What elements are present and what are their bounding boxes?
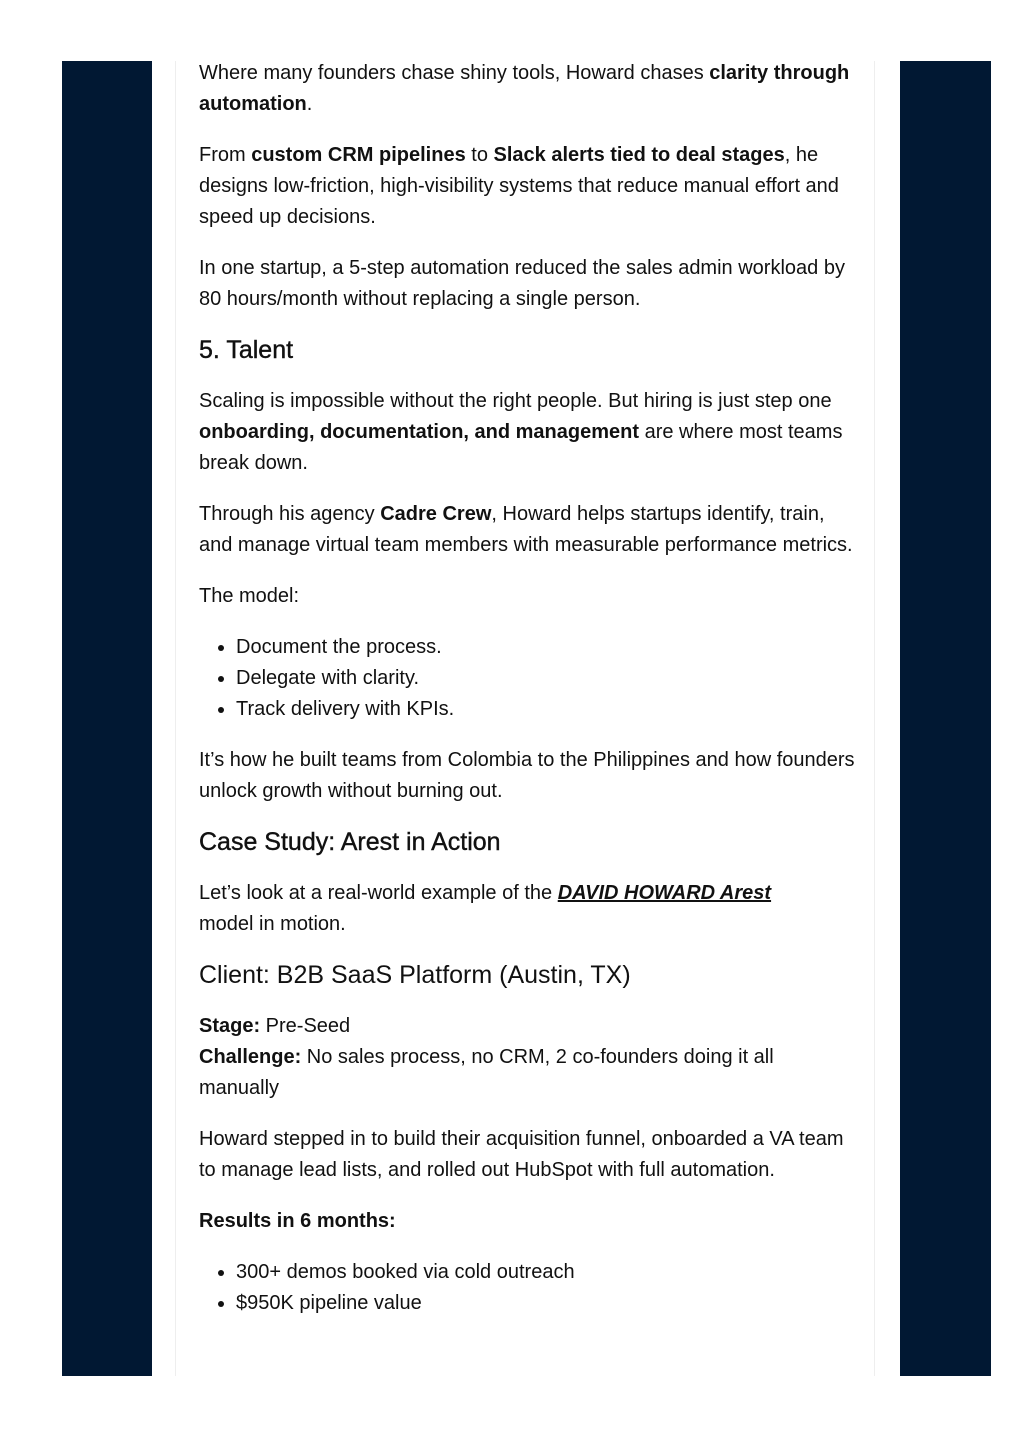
stage-label: Stage: [199,1015,261,1037]
bold-slack-alerts: Slack alerts tied to deal stages [493,144,785,166]
bold-cadre-crew: Cadre Crew [380,503,492,525]
bold-onboarding-documentation-management: onboarding, documentation, and management [199,421,640,443]
challenge-label: Challenge: [199,1046,302,1068]
intro-paragraph-2: From custom CRM pipelines to Slack alerts tied to deal stages, he designs low-friction, high-visibility systems that reduce manual effort and speed up decisions. [199,144,839,228]
client-heading: Client: B2B SaaS Platform (Austin, TX) [199,961,631,989]
talent-paragraph-3: It’s how he built teams from Colombia to the Philippines and how founders unlock growth without burning out. [199,749,855,802]
left-sidebar-band [62,61,152,1376]
list-item: • Delegate with clarity. [236,663,859,694]
right-sidebar-band [900,61,991,1376]
talent-heading: 5. Talent [199,336,294,364]
stage-challenge-block [199,1011,859,1104]
model-list [199,632,859,725]
talent-paragraph-2: Through his agency Cadre Crew, Howard helps startups identify, train, and manage virtual team members with measurable performance metrics. [199,503,853,556]
talent-paragraph-1: Scaling is impossible without the right people. But hiring is just step one onboarding, documentation, and management are where most teams break down. [199,390,843,474]
list-item: • Document the process. [236,632,859,663]
intro-paragraph-1: Where many founders chase shiny tools, Howard chases clarity through automation. [199,62,850,115]
bold-clarity-through-automation: clarity through automation [199,62,850,115]
case-study-paragraph-1: Let’s look at a real-world example of the DAVID HOWARD Arest model in motion. [199,882,772,935]
results-list [199,1257,859,1319]
challenge-value: No sales process, no CRM, 2 co-founders doing it all manually [199,1046,774,1099]
model-label: The model: [199,585,300,607]
results-label: Results in 6 months: [199,1210,396,1232]
bold-custom-crm-pipelines: custom CRM pipelines [251,144,466,166]
case-study-paragraph-2: Howard stepped in to build their acquisition funnel, onboarded a VA team to manage lead lists, and rolled out HubSpot with full automation. [199,1128,844,1181]
david-howard-arest-link[interactable]: DAVID HOWARD Arest [557,882,772,904]
case-study-heading: Case Study: Arest in Action [199,828,501,856]
intro-paragraph-3: In one startup, a 5-step automation reduced the sales admin workload by 80 hours/month without replacing a single person. [199,257,845,310]
list-item: • 300+ demos booked via cold outreach [236,1257,859,1288]
stage-value: Pre-Seed [260,1015,351,1037]
article-body [199,58,859,1339]
list-item: • $950K pipeline value [236,1288,859,1319]
list-item: • Track delivery with KPIs. [236,694,859,725]
